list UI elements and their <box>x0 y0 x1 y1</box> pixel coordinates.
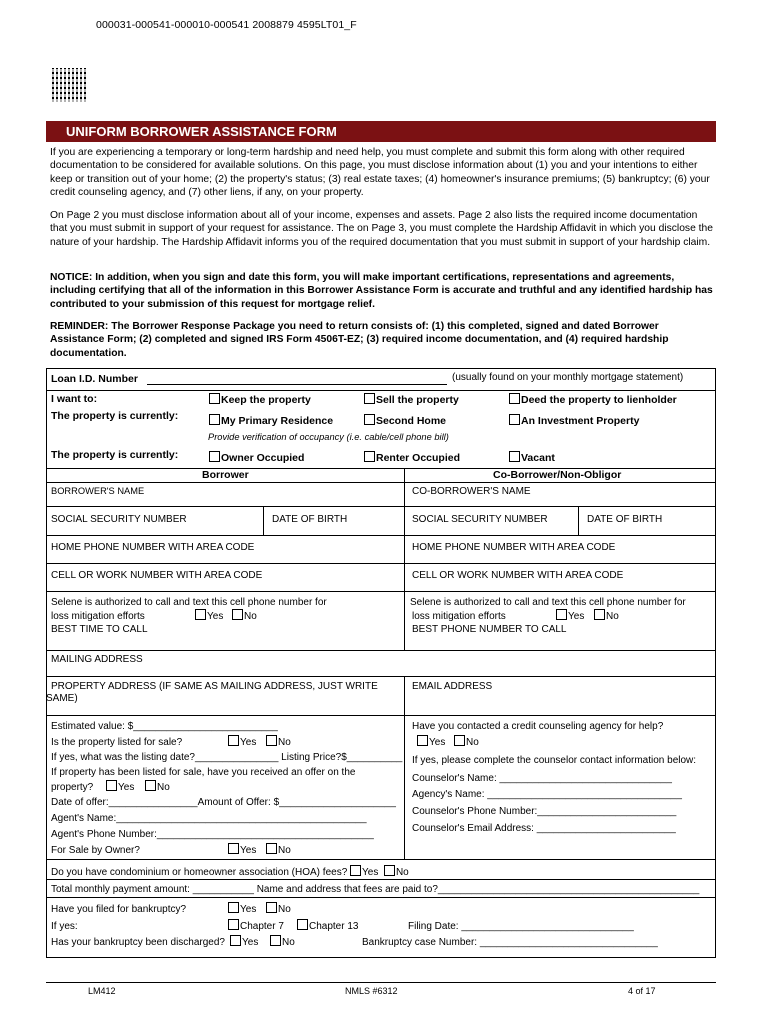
hoa-question <box>51 865 409 878</box>
no-label: No <box>466 737 479 748</box>
property-address-same: SAME) <box>46 693 78 704</box>
yes-label: Yes <box>240 737 257 748</box>
page2-paragraph: On Page 2 you must disclose information about all of your income, expenses and assets. Page 2 also lists the required income documentation that you must submit in support of your request for assistance. The on Page 3, you must complete the Hardship Affidavit in which you disclose the nature of your hardship. The Hardship Affidavit informs you of the required documentation that you must submit in support of your hardship claim. <box>50 210 713 248</box>
keep-property-option[interactable] <box>209 393 311 406</box>
borrower-consent-no[interactable] <box>232 609 257 622</box>
borrower-best-time-field[interactable]: BEST TIME TO CALL <box>51 624 148 635</box>
checkbox-icon[interactable] <box>266 902 277 913</box>
property-currently-label: The property is currently: <box>51 410 179 422</box>
listed-for-sale-question: Is the property listed for sale? <box>51 737 183 748</box>
deed-property-option[interactable] <box>509 393 677 406</box>
coborrower-best-phone-field[interactable]: BEST PHONE NUMBER TO CALL <box>412 624 567 635</box>
checkbox-icon[interactable] <box>509 393 520 404</box>
case-number-field[interactable]: Bankruptcy case Number: ________________________________ <box>362 937 658 948</box>
borrower-loss-mitigation: loss mitigation efforts <box>51 611 145 622</box>
borrower-header: Borrower <box>202 469 249 481</box>
counselor-phone-field[interactable]: Counselor's Phone Number:_________________________ <box>412 806 677 817</box>
email-address-field[interactable]: EMAIL ADDRESS <box>412 681 493 692</box>
credit-no[interactable] <box>454 735 479 748</box>
checkbox-icon[interactable] <box>509 451 520 462</box>
vacant-label: Vacant <box>521 452 555 464</box>
checkbox-icon[interactable] <box>228 735 239 746</box>
loan-id-note: (usually found on your monthly mortgage statement) <box>452 372 684 383</box>
verification-note: Provide verification of occupancy (i.e. cable/cell phone bill) <box>208 432 449 442</box>
yes-label: Yes <box>240 845 257 856</box>
credit-yes[interactable] <box>417 735 445 748</box>
chapter7-label: Chapter 7 <box>240 921 284 932</box>
footer-nmls: NMLS #6312 <box>345 986 398 996</box>
bankruptcy-no[interactable] <box>266 902 291 915</box>
deed-property-label: Deed the property to lienholder <box>521 394 677 406</box>
coborrower-selene-consent: Selene is authorized to call and text this cell phone number for <box>410 597 686 608</box>
checkbox-icon[interactable] <box>209 414 220 425</box>
borrower-cell-phone-field[interactable]: CELL OR WORK NUMBER WITH AREA CODE <box>51 570 263 581</box>
bankruptcy-question: Have you filed for bankruptcy? <box>51 904 187 915</box>
no-label: No <box>278 904 291 915</box>
property-question: property? <box>51 782 94 793</box>
borrower-consent-yes[interactable] <box>195 609 223 622</box>
discharged-no[interactable] <box>270 935 295 948</box>
for-sale-by-owner-question: For Sale by Owner? <box>51 845 140 856</box>
intro-paragraph: If you are experiencing a temporary or long-term hardship and need help, you must complete and submit this form along with other required documentation to be considered for available solutions. On this page, you must disclose information about (1) you and your intentions to either keep or transition out of your home; (2) the property's status; (3) real estate taxes; (4) homeowner's insurance premiums; (5) bankruptcy; (6) your credit counseling agency, and (7) other liens, if any, on your property. <box>50 147 710 199</box>
offer-yes[interactable] <box>106 780 134 793</box>
hoa-total-field[interactable]: Total monthly payment amount: ___________ Name and address that fees are paid to?_______________________________________________ <box>51 884 700 895</box>
no-label: No <box>282 937 295 948</box>
coborrower-ssn-field[interactable]: SOCIAL SECURITY NUMBER <box>412 514 548 525</box>
coborrower-loss-mitigation: loss mitigation efforts <box>412 611 506 622</box>
listing-date-field[interactable]: If yes, what was the listing date?_______________ Listing Price?$__________ <box>51 752 403 763</box>
footer-form-code: LM412 <box>88 986 116 996</box>
chapter13-option[interactable] <box>297 919 358 932</box>
if-yes-label: If yes: <box>51 921 78 932</box>
coborrower-cell-phone-field[interactable]: CELL OR WORK NUMBER WITH AREA CODE <box>412 570 624 581</box>
footer-divider <box>46 982 716 983</box>
hoa-question-text: Do you have condominium or homeowner association (HOA) fees? <box>51 867 348 878</box>
agent-name-field[interactable]: Agent's Name:_____________________________________________ <box>51 813 367 824</box>
no-label: No <box>278 737 291 748</box>
checkbox-icon[interactable] <box>384 865 395 876</box>
fsbo-no[interactable] <box>266 843 291 856</box>
checkbox-icon[interactable] <box>509 414 520 425</box>
no-label: No <box>395 867 409 878</box>
estimated-value-field[interactable]: Estimated value: $__________________________ <box>51 721 278 732</box>
loan-id-label: Loan I.D. Number <box>51 373 138 385</box>
listed-yes[interactable] <box>228 735 256 748</box>
counselor-info-note: If yes, please complete the counselor contact information below: <box>412 755 697 766</box>
mailing-address-field[interactable]: MAILING ADDRESS <box>51 654 143 665</box>
second-home-option[interactable] <box>364 414 446 427</box>
yes-label: Yes <box>242 937 259 948</box>
date-of-offer-field[interactable]: Date of offer:________________Amount of Offer: $_____________________ <box>51 797 396 808</box>
checkbox-icon[interactable] <box>594 609 605 620</box>
agent-phone-field[interactable]: Agent's Phone Number:_______________________________________ <box>51 829 374 840</box>
credit-counseling-question: Have you contacted a credit counseling agency for help? <box>412 721 664 732</box>
form-title: UNIFORM BORROWER ASSISTANCE FORM <box>66 124 337 139</box>
yes-label: Yes <box>429 737 446 748</box>
filing-date-field[interactable]: Filing Date: _______________________________ <box>408 921 634 932</box>
coborrower-dob-field[interactable]: DATE OF BIRTH <box>587 514 663 525</box>
offer-no[interactable] <box>145 780 170 793</box>
checkbox-icon[interactable] <box>297 919 308 930</box>
checkbox-icon[interactable] <box>270 935 281 946</box>
agency-name-field[interactable]: Agency's Name: ___________________________________ <box>412 789 682 800</box>
property-address-field[interactable]: PROPERTY ADDRESS (IF SAME AS MAILING ADDRESS, JUST WRITE <box>51 681 378 692</box>
coborrower-consent-no[interactable] <box>594 609 619 622</box>
yes-label: Yes <box>118 782 135 793</box>
bankruptcy-yes[interactable] <box>228 902 256 915</box>
checkbox-icon[interactable] <box>228 843 239 854</box>
yes-label: Yes <box>362 867 379 878</box>
borrower-dob-field[interactable]: DATE OF BIRTH <box>272 514 348 525</box>
coborrower-home-phone-field[interactable]: HOME PHONE NUMBER WITH AREA CODE <box>412 542 616 553</box>
checkbox-icon[interactable] <box>364 393 375 404</box>
checkbox-icon[interactable] <box>195 609 206 620</box>
keep-property-label: Keep the property <box>221 394 311 406</box>
borrower-ssn-field[interactable]: SOCIAL SECURITY NUMBER <box>51 514 187 525</box>
checkbox-icon[interactable] <box>417 735 428 746</box>
checkbox-icon[interactable] <box>228 902 239 913</box>
checkbox-icon[interactable] <box>350 865 361 876</box>
no-label: No <box>157 782 170 793</box>
coborrower-header: Co-Borrower/Non-Obligor <box>493 469 622 481</box>
vacant-option[interactable] <box>509 451 555 464</box>
coborrower-name-field[interactable]: CO-BORROWER'S NAME <box>412 486 531 497</box>
yes-label: Yes <box>207 611 224 622</box>
checkbox-icon[interactable] <box>266 843 277 854</box>
sell-property-option[interactable] <box>364 393 459 406</box>
discharged-question: Has your bankruptcy been discharged? <box>51 937 225 948</box>
form-body <box>46 368 716 960</box>
property-currently-label-2: The property is currently: <box>51 449 179 461</box>
yes-label: Yes <box>568 611 585 622</box>
owner-occupied-option[interactable] <box>209 451 304 464</box>
notice-paragraph: NOTICE: In addition, when you sign and date this form, you will make important certifications, representations and agreements, including certifying that all of the information in this Borrower Assistance Form is accurate and truthful and any identified hardship has contributed to your submission of this request for mortgage relief. <box>50 272 713 310</box>
i-want-to-label: I want to: <box>51 393 98 405</box>
checkbox-icon[interactable] <box>145 780 156 791</box>
renter-occupied-option[interactable] <box>364 451 460 464</box>
second-home-label: Second Home <box>376 415 447 427</box>
renter-occupied-label: Renter Occupied <box>376 452 461 464</box>
footer-page-number: 4 of 17 <box>628 986 656 996</box>
investment-property-option[interactable] <box>509 414 639 427</box>
sell-property-label: Sell the property <box>376 394 459 406</box>
fsbo-yes[interactable] <box>228 843 256 856</box>
chapter13-label: Chapter 13 <box>309 921 359 932</box>
primary-residence-option[interactable] <box>209 414 333 427</box>
checkbox-icon[interactable] <box>230 935 241 946</box>
yes-label: Yes <box>240 904 257 915</box>
hoa-yes[interactable] <box>350 867 378 878</box>
hoa-no[interactable] <box>384 867 409 878</box>
investment-property-label: An Investment Property <box>521 415 640 427</box>
checkbox-icon[interactable] <box>209 393 220 404</box>
document-id: 000031-000541-000010-000541 2008879 4595LT01_F <box>96 19 357 31</box>
borrower-name-field[interactable]: BORROWER'S NAME <box>51 486 145 496</box>
coborrower-consent-yes[interactable] <box>556 609 584 622</box>
no-label: No <box>606 611 619 622</box>
offer-question: If property has been listed for sale, have you received an offer on the <box>51 767 356 778</box>
loan-id-field[interactable] <box>147 384 447 385</box>
no-label: No <box>244 611 257 622</box>
form-title-banner <box>46 121 716 142</box>
counselor-name-field[interactable]: Counselor's Name: _______________________________ <box>412 773 672 784</box>
checkbox-icon[interactable] <box>364 414 375 425</box>
checkbox-icon[interactable] <box>364 451 375 462</box>
borrower-home-phone-field[interactable]: HOME PHONE NUMBER WITH AREA CODE <box>51 542 255 553</box>
no-label: No <box>278 845 291 856</box>
owner-occupied-label: Owner Occupied <box>221 452 305 464</box>
borrower-selene-consent: Selene is authorized to call and text this cell phone number for <box>51 597 327 608</box>
checkbox-icon[interactable] <box>209 451 220 462</box>
listed-no[interactable] <box>266 735 291 748</box>
checkbox-icon[interactable] <box>228 919 239 930</box>
counselor-email-field[interactable]: Counselor's Email Address: _________________________ <box>412 823 676 834</box>
primary-residence-label: My Primary Residence <box>221 415 334 427</box>
chapter7-option[interactable] <box>228 919 284 932</box>
barcode-image <box>52 68 86 102</box>
checkbox-icon[interactable] <box>106 780 117 791</box>
checkbox-icon[interactable] <box>454 735 465 746</box>
checkbox-icon[interactable] <box>232 609 243 620</box>
reminder-paragraph: REMINDER: The Borrower Response Package you need to return consists of: (1) this completed, signed and dated Borrower Assistance Form; (2) completed and signed IRS Form 4506T-EZ; (3) required income documentation, and (4) required hardship documentation. <box>50 321 669 359</box>
checkbox-icon[interactable] <box>556 609 567 620</box>
checkbox-icon[interactable] <box>266 735 277 746</box>
discharged-yes[interactable] <box>230 935 258 948</box>
